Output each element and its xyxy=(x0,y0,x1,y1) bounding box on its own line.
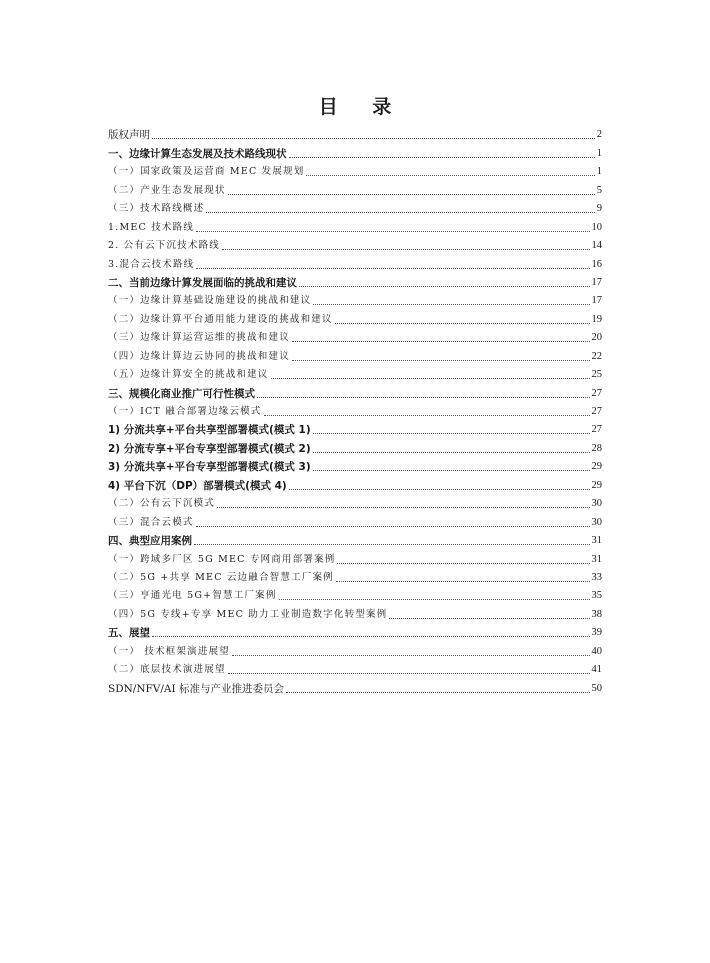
dot-leader xyxy=(152,635,590,637)
toc-entry-label: 3.混合云技术路线 xyxy=(108,258,195,270)
toc-entry-label: （四）边缘计算边云协同的挑战和建议 xyxy=(108,350,290,362)
toc-entry-label: 一、边缘计算生态发展及技术路线现状 xyxy=(108,147,287,160)
toc-entry[interactable] xyxy=(108,124,602,142)
dot-leader xyxy=(264,414,590,416)
toc-entry-page: 16 xyxy=(591,258,602,270)
toc-entry-label: 四、典型应用案例 xyxy=(108,535,192,548)
dot-leader xyxy=(289,488,590,490)
dot-leader xyxy=(337,562,589,564)
toc-entry[interactable] xyxy=(108,179,602,197)
toc-entry-page: 41 xyxy=(591,664,602,676)
dot-leader xyxy=(217,506,589,508)
dot-leader xyxy=(228,193,595,195)
toc-entry-label: 版权声明 xyxy=(108,129,150,142)
toc-entry-label: （一）跨域多厂区 5G MEC 专网商用部署案例 xyxy=(108,553,336,565)
toc-entry[interactable] xyxy=(108,419,602,437)
toc-entry[interactable] xyxy=(108,511,602,529)
toc-entry[interactable] xyxy=(108,603,602,621)
toc-entry-label: 三、规模化商业推广可行性模式 xyxy=(108,387,255,400)
toc-entry[interactable] xyxy=(108,493,602,511)
toc-entry-page: 25 xyxy=(591,369,602,381)
toc-entry[interactable] xyxy=(108,640,602,658)
toc-entry-page: 29 xyxy=(591,479,602,491)
toc-entry[interactable] xyxy=(108,290,602,308)
toc-entry[interactable] xyxy=(108,327,602,345)
toc-entry-page: 27 xyxy=(591,387,602,399)
toc-entry-label: （三）边缘计算运营运维的挑战和建议 xyxy=(108,332,290,344)
toc-entry[interactable] xyxy=(108,308,602,326)
toc-entry-page: 31 xyxy=(591,553,602,565)
toc-entry-page: 29 xyxy=(591,461,602,473)
toc-entry-page: 1 xyxy=(596,147,602,159)
dot-leader xyxy=(271,377,590,379)
toc-entry-page: 14 xyxy=(591,240,602,252)
dot-leader xyxy=(313,469,590,471)
dot-leader xyxy=(222,248,590,250)
dot-leader xyxy=(292,359,590,361)
toc-entry-page: 17 xyxy=(591,276,602,288)
toc-entry[interactable] xyxy=(108,474,602,492)
toc-entry-page: 33 xyxy=(591,571,602,583)
dot-leader xyxy=(228,672,590,674)
toc-entry-page: 22 xyxy=(591,350,602,362)
toc-entry[interactable] xyxy=(108,585,602,603)
toc-entry-page: 9 xyxy=(596,203,602,215)
dot-leader xyxy=(306,174,594,176)
toc-entry[interactable] xyxy=(108,161,602,179)
toc-entry-label: 二、当前边缘计算发展面临的挑战和建议 xyxy=(108,276,297,289)
toc-entry[interactable] xyxy=(108,345,602,363)
toc-entry-label: （三）混合云模式 xyxy=(108,516,194,528)
toc-entry-page: 10 xyxy=(591,221,602,233)
toc-entry-page: 5 xyxy=(596,184,602,196)
dot-leader xyxy=(299,285,590,287)
dot-leader xyxy=(232,654,590,656)
toc-entry-page: 30 xyxy=(591,498,602,510)
toc-entry-page: 30 xyxy=(591,516,602,528)
toc-entry[interactable] xyxy=(108,437,602,455)
toc-entry-label: （三）技术路线概述 xyxy=(108,203,205,215)
dot-leader xyxy=(257,396,590,398)
toc-entry-label: （二）产业生态发展现状 xyxy=(108,184,226,196)
toc-entry-label: （二）边缘计算平台通用能力建设的挑战和建议 xyxy=(108,313,333,325)
toc-entry-page: 27 xyxy=(591,406,602,417)
toc-entry[interactable] xyxy=(108,530,602,548)
dot-leader xyxy=(289,156,595,158)
toc-entry-page: 27 xyxy=(591,424,602,436)
toc-entry[interactable] xyxy=(108,548,602,566)
toc-entry-page: 40 xyxy=(591,645,602,657)
toc-entry[interactable] xyxy=(108,456,602,474)
toc-entry-page: 17 xyxy=(591,295,602,307)
toc-entry-label: （四）5G 专线+专享 MEC 助力工业制造数字化转型案例 xyxy=(108,608,388,620)
toc-entry[interactable] xyxy=(108,382,602,400)
toc-entry-page: 19 xyxy=(591,313,602,325)
toc-entry[interactable] xyxy=(108,401,602,419)
toc-entry-page: 1 xyxy=(596,166,602,178)
toc-entry[interactable] xyxy=(108,253,602,271)
toc-entry-label: （一） 技术框架演进展望 xyxy=(108,645,230,657)
toc-entry-label: （一）边缘计算基础设施建设的挑战和建议 xyxy=(108,295,312,307)
toc-entry-page: 35 xyxy=(591,590,602,602)
toc-entry-page: 2 xyxy=(596,129,602,141)
toc-title: 目 录 xyxy=(318,96,406,118)
dot-leader xyxy=(313,432,590,434)
table-of-contents xyxy=(108,124,602,696)
dot-leader xyxy=(313,451,590,453)
toc-entry-page: 50 xyxy=(591,682,602,694)
dot-leader xyxy=(313,303,589,305)
dot-leader xyxy=(335,322,590,324)
dot-leader xyxy=(206,211,594,213)
toc-entry[interactable] xyxy=(108,272,602,290)
toc-entry-label: （一）国家政策及运营商 MEC 发展规划 xyxy=(108,166,305,178)
toc-entry-label: 五、展望 xyxy=(108,627,150,640)
toc-entry-label: 4) 平台下沉（DP）部署模式(模式 4) xyxy=(108,479,287,492)
toc-entry-page: 39 xyxy=(591,627,602,639)
dot-leader xyxy=(196,267,589,269)
toc-entry[interactable] xyxy=(108,216,602,234)
dot-leader xyxy=(196,230,589,232)
toc-entry[interactable] xyxy=(108,235,602,253)
toc-entry-label: （三）亨通光电 5G+智慧工厂案例 xyxy=(108,590,277,602)
toc-entry-page: 28 xyxy=(591,442,602,454)
toc-entry-label: 1) 分流共享+平台共享型部署模式(模式 1) xyxy=(108,424,311,437)
toc-entry-label: （二）5G +共享 MEC 云边融合智慧工厂案例 xyxy=(108,571,334,583)
toc-entry-label: （五）边缘计算安全的挑战和建议 xyxy=(108,369,269,381)
toc-entry-label: （一）ICT 融合部署边缘云模式 xyxy=(108,406,262,417)
toc-entry[interactable] xyxy=(108,364,602,382)
dot-leader xyxy=(389,617,589,619)
toc-entry-label: 2) 分流专享+平台专享型部署模式(模式 2) xyxy=(108,442,311,455)
toc-entry-label: SDN/NFV/AI 标准与产业推进委员会 xyxy=(108,682,284,695)
toc-entry[interactable] xyxy=(108,659,602,677)
toc-entry-label: 2. 公有云下沉技术路线 xyxy=(108,240,220,252)
dot-leader xyxy=(196,525,590,527)
toc-entry-label: 3) 分流共享+平台专享型部署模式(模式 3) xyxy=(108,461,311,474)
dot-leader xyxy=(279,598,590,600)
toc-entry-page: 38 xyxy=(591,608,602,620)
toc-entry[interactable] xyxy=(108,142,602,160)
dot-leader xyxy=(286,691,590,693)
dot-leader xyxy=(152,137,595,139)
toc-entry-page: 31 xyxy=(591,535,602,547)
dot-leader xyxy=(292,340,590,342)
dot-leader xyxy=(336,580,590,582)
toc-entry[interactable] xyxy=(108,198,602,216)
toc-entry[interactable] xyxy=(108,567,602,585)
dot-leader xyxy=(194,543,590,545)
toc-entry-page: 20 xyxy=(591,332,602,344)
toc-entry[interactable] xyxy=(108,622,602,640)
toc-entry-label: （二）底层技术演进展望 xyxy=(108,664,226,676)
toc-entry[interactable] xyxy=(108,677,602,695)
toc-entry-label: （二）公有云下沉模式 xyxy=(108,498,216,510)
toc-entry-label: 1.MEC 技术路线 xyxy=(108,221,195,233)
